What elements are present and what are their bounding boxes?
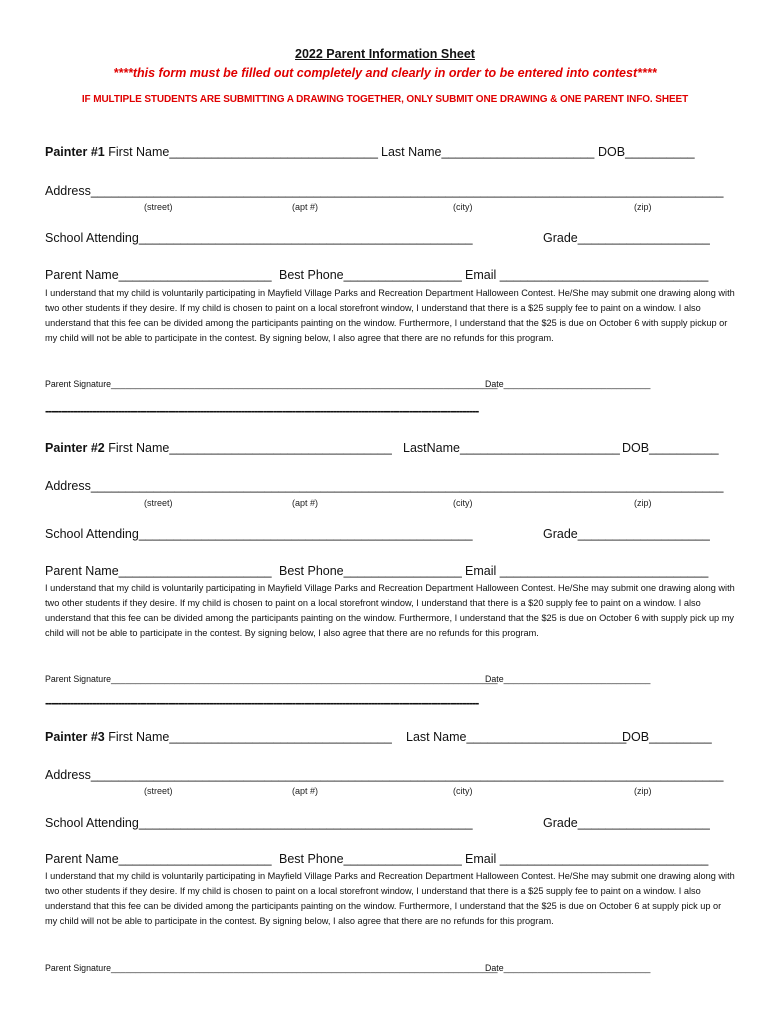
painter-3-parent-name-field[interactable]: Parent Name______________________ <box>45 852 272 866</box>
painter-3-street-label: (street) <box>144 786 173 796</box>
painter-2-signature-field[interactable]: Parent Signature_______________________________________________________________________________ <box>45 674 498 684</box>
painter-3-agreement-text: I understand that my child is voluntarily participating in Mayfield Village Parks and Recreation Department Halloween Contest. He/She may submit one drawing along with two other students if they desire. If my child is chosen to paint on a local storefront window, I understand that there is a $25 supply fee to paint on a window. I also understand that this fee can be divided among the participants painting on the window. Furthermore, I understand that the $25 is due on October 6 at supply pick up or my child will not be able to participate in the contest. By signing below, I also agree that there are no refunds for this program. <box>45 871 735 926</box>
painter-1-first-name-field[interactable]: First Name______________________________ <box>108 145 378 159</box>
painter-1-name-row <box>45 145 378 159</box>
painter-3-label: Painter #3 <box>45 730 105 744</box>
page-title: 2022 Parent Information Sheet <box>295 47 475 61</box>
painter-3-grade-field[interactable]: Grade___________________ <box>543 816 710 830</box>
painter-2-apt-label: (apt #) <box>292 498 319 508</box>
painter-2-grade-field[interactable]: Grade___________________ <box>543 527 710 541</box>
painter-2-date-field[interactable]: Date______________________________ <box>485 674 651 684</box>
painter-2-first-name-field[interactable]: First Name________________________________ <box>108 441 392 455</box>
painter-2-address-field[interactable]: Address___________________________________________________________________________________________ <box>45 479 724 493</box>
painter-1-agreement-text: I understand that my child is voluntarily participating in Mayfield Village Parks and Recreation Department Halloween Contest. He/She may submit one drawing along with two other students if they desire. If my child is chosen to paint on a local storefront window, I understand that there is a $25 supply fee to paint on a window. I also understand that this fee can be divided among the participants painting on the window. Furthermore, I understand that the $25 is due on October 6 with supply pickup or my child will not be able to participate in the contest. By signing below, I also agree that there are no refunds for this program. <box>45 288 735 343</box>
painter-1-apt-label: (apt #) <box>292 202 319 212</box>
painter-2-dob-field[interactable]: DOB__________ <box>622 441 719 455</box>
painter-3-signature-field[interactable]: Parent Signature_______________________________________________________________________________ <box>45 963 498 973</box>
painter-1-date-field[interactable]: Date______________________________ <box>485 379 651 389</box>
painter-1-label: Painter #1 <box>45 145 105 159</box>
painter-3-zip-label: (zip) <box>634 786 652 796</box>
section-divider-1: ----------------------------------------------------------------------------------------------------------------------------------------- <box>45 404 479 418</box>
painter-3-dob-field[interactable]: DOB_________ <box>622 730 712 744</box>
painter-3-last-name-field[interactable]: Last Name_______________________ <box>406 730 627 744</box>
painter-1-grade-field[interactable]: Grade___________________ <box>543 231 710 245</box>
painter-3-date-field[interactable]: Date______________________________ <box>485 963 651 973</box>
painter-1-dob-field[interactable]: DOB__________ <box>598 145 695 159</box>
painter-3-address-field[interactable]: Address___________________________________________________________________________________________ <box>45 768 724 782</box>
painter-3-email-field[interactable]: Email ______________________________ <box>465 852 709 866</box>
painter-2-parent-name-field[interactable]: Parent Name______________________ <box>45 564 272 578</box>
painter-3-apt-label: (apt #) <box>292 786 319 796</box>
painter-2-zip-label: (zip) <box>634 498 652 508</box>
painter-3-best-phone-field[interactable]: Best Phone_________________ <box>279 852 462 866</box>
painter-3-school-field[interactable]: School Attending________________________________________________ <box>45 816 473 830</box>
painter-2-label: Painter #2 <box>45 441 105 455</box>
painter-1-city-label: (city) <box>453 202 473 212</box>
section-divider-2: ----------------------------------------------------------------------------------------------------------------------------------------- <box>45 696 479 710</box>
painter-2-street-label: (street) <box>144 498 173 508</box>
painter-2-best-phone-field[interactable]: Best Phone_________________ <box>279 564 462 578</box>
painter-2-email-field[interactable]: Email ______________________________ <box>465 564 709 578</box>
painter-1-signature-field[interactable]: Parent Signature_______________________________________________________________________________ <box>45 379 498 389</box>
painter-1-email-field[interactable]: Email ______________________________ <box>465 268 709 282</box>
painter-3-first-name-field[interactable]: First Name________________________________ <box>108 730 392 744</box>
painter-1-parent-name-field[interactable]: Parent Name______________________ <box>45 268 272 282</box>
painter-1-last-name-field[interactable]: Last Name______________________ <box>381 145 595 159</box>
multiple-students-notice: IF MULTIPLE STUDENTS ARE SUBMITTING A DRAWING TOGETHER, ONLY SUBMIT ONE DRAWING & ONE PARENT INFO. SHEET <box>81 94 689 105</box>
painter-1-zip-label: (zip) <box>634 202 652 212</box>
painter-2-last-name-field[interactable]: LastName_______________________ <box>403 441 620 455</box>
painter-2-agreement-text: I understand that my child is voluntarily participating in Mayfield Village Parks and Recreation Department Halloween Contest. He/She may submit one drawing along with two other students if they desire. If my child is chosen to paint on a local storefront window, I understand that there is a $20 supply fee to paint on a window. I also understand that this fee can be divided among the participants painting on the window. Furthermore, I understand that the $25 is due on October 6 with supply pick up my child will not be able to participate in the contest. By signing below, I also agree that there are no refunds for this program. <box>45 583 735 638</box>
painter-1-street-label: (street) <box>144 202 173 212</box>
painter-1-school-field[interactable]: School Attending________________________________________________ <box>45 231 473 245</box>
painter-3-city-label: (city) <box>453 786 473 796</box>
painter-3-name-row <box>45 730 392 744</box>
painter-1-best-phone-field[interactable]: Best Phone_________________ <box>279 268 462 282</box>
painter-2-name-row <box>45 441 392 455</box>
painter-2-city-label: (city) <box>453 498 473 508</box>
fill-out-warning: ****this form must be filled out completely and clearly in order to be entered into contest**** <box>113 66 657 80</box>
painter-1-address-field[interactable]: Address___________________________________________________________________________________________ <box>45 184 724 198</box>
painter-2-school-field[interactable]: School Attending________________________________________________ <box>45 527 473 541</box>
